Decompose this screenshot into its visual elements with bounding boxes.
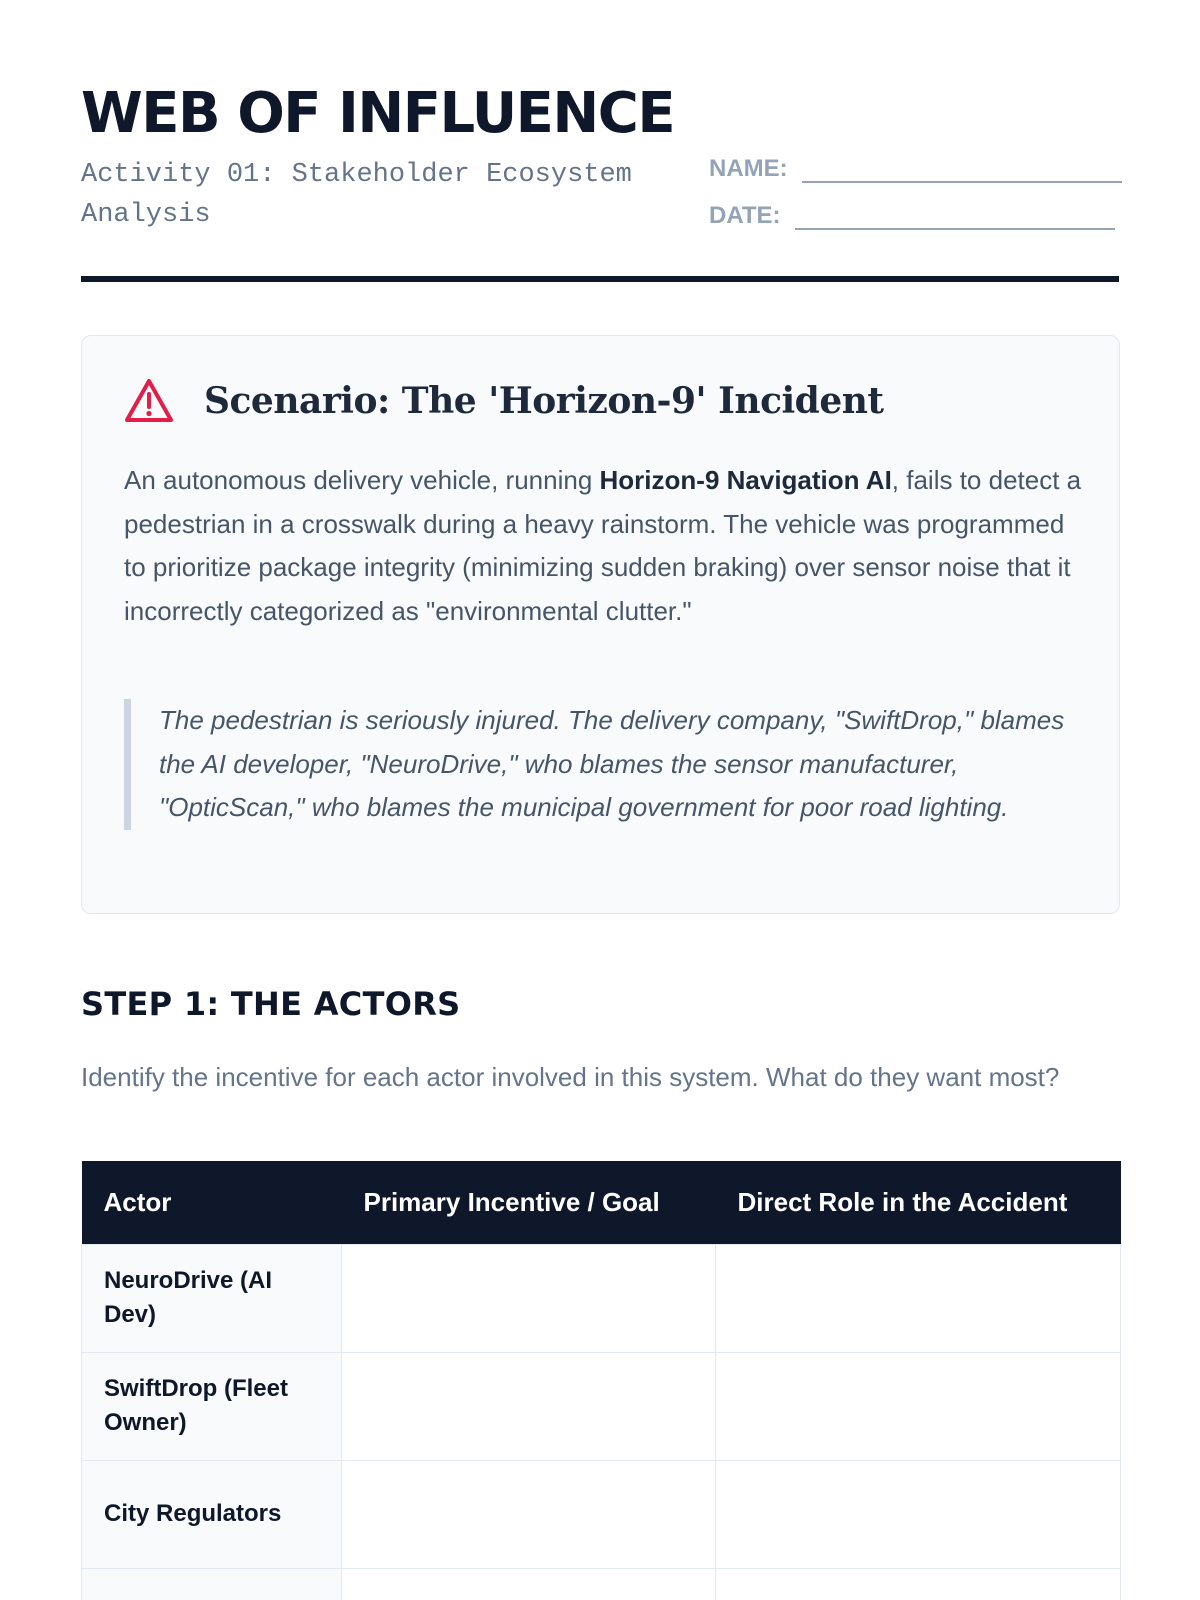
column-header-actor: Actor [82, 1161, 342, 1244]
date-field [709, 202, 1115, 230]
actor-cell [82, 1568, 342, 1600]
incentive-cell[interactable] [342, 1352, 716, 1460]
date-label: DATE: [709, 202, 781, 229]
actor-cell: SwiftDrop (Fleet Owner) [82, 1352, 342, 1460]
actor-cell: NeuroDrive (AI Dev) [82, 1244, 342, 1352]
scenario-text-bold: Horizon-9 Navigation AI [599, 465, 892, 495]
incentive-cell[interactable] [342, 1460, 716, 1568]
incentive-cell[interactable] [342, 1244, 716, 1352]
warning-triangle-icon [124, 378, 174, 424]
role-cell[interactable] [716, 1352, 1121, 1460]
scenario-text-after: , fails to detect a pedestrian in a crosswalk during a heavy rainstorm. The vehicle was programmed to prioritize package integrity (minimizing sudden braking) over sensor noise that it incorrectly categorized as "environmental clutter." [124, 465, 1082, 626]
worksheet-header [81, 0, 1119, 282]
incentive-cell[interactable] [342, 1568, 716, 1600]
table-row [82, 1244, 1121, 1352]
actor-cell: City Regulators [82, 1460, 342, 1568]
scenario-description [124, 459, 1084, 633]
step-1-title: STEP 1: THE ACTORS [81, 985, 461, 1023]
name-label: NAME: [709, 155, 788, 182]
date-line[interactable] [795, 210, 1115, 230]
table-header-row [82, 1161, 1121, 1244]
role-cell[interactable] [716, 1568, 1121, 1600]
scenario-quote: The pedestrian is seriously injured. The delivery company, "SwiftDrop," blames the AI developer, "NeuroDrive," who blames the sensor manufacturer, "OpticScan," who blames the municipal government for poor road lighting. [124, 699, 1084, 830]
table-row [82, 1352, 1121, 1460]
name-field [709, 155, 1122, 183]
column-header-role: Direct Role in the Accident [716, 1161, 1121, 1244]
scenario-card [81, 335, 1120, 914]
role-cell[interactable] [716, 1460, 1121, 1568]
actors-table [81, 1161, 1121, 1600]
role-cell[interactable] [716, 1244, 1121, 1352]
scenario-header [124, 378, 884, 424]
scenario-text-before: An autonomous delivery vehicle, running [124, 465, 600, 495]
step-1-description: Identify the incentive for each actor involved in this system. What do they want most? [81, 1062, 1060, 1092]
table-row [82, 1568, 1121, 1600]
column-header-incentive: Primary Incentive / Goal [342, 1161, 716, 1244]
page-title: WEB OF INFLUENCE [81, 81, 675, 146]
name-line[interactable] [802, 163, 1122, 183]
table-row [82, 1460, 1121, 1568]
scenario-title: Scenario: The 'Horizon-9' Incident [204, 380, 884, 422]
activity-subtitle: Activity 01: Stakeholder Ecosystem Analysis [81, 160, 632, 230]
